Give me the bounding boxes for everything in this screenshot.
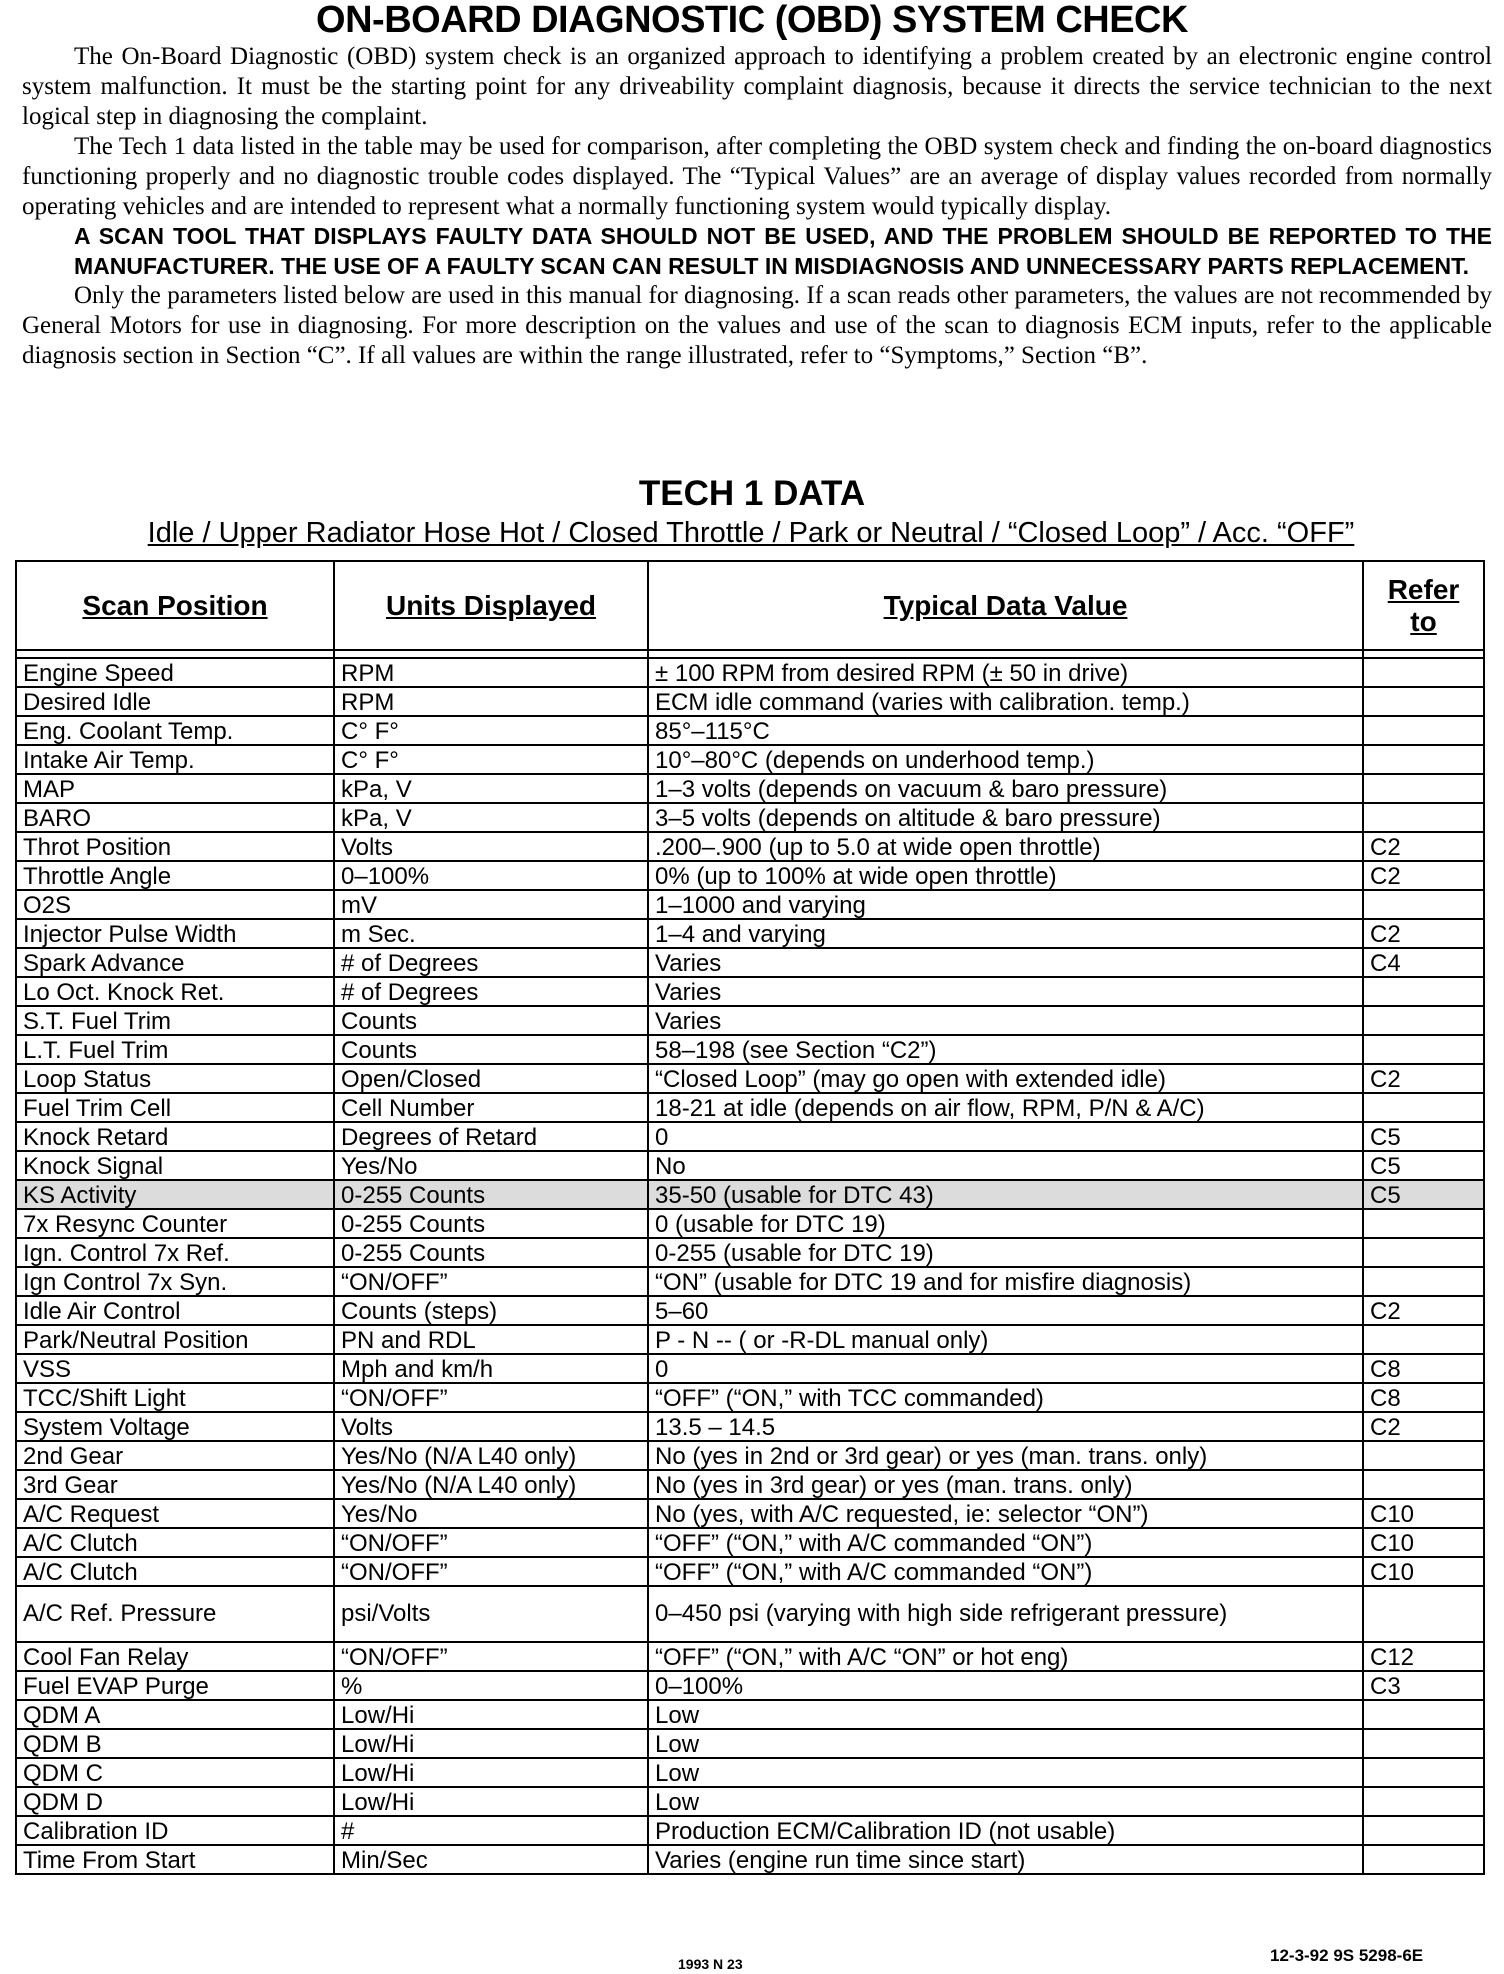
cell-units-displayed: Cell Number <box>334 1093 648 1122</box>
cell-scan-position: QDM B <box>16 1729 334 1758</box>
cell-refer-to: C8 <box>1363 1383 1484 1412</box>
page-title: ON-BOARD DIAGNOSTIC (OBD) SYSTEM CHECK <box>316 0 1188 41</box>
cell-typical-data-value: “OFF” (“ON,” with A/C commanded “ON”) <box>648 1557 1363 1586</box>
cell-units-displayed: kPa, V <box>334 774 648 803</box>
cell-units-displayed: C° F° <box>334 745 648 774</box>
table-row <box>16 890 1484 919</box>
cell-refer-to: C3 <box>1363 1671 1484 1700</box>
cell-scan-position: A/C Request <box>16 1499 334 1528</box>
table-body <box>16 650 1484 1874</box>
table-row <box>16 1528 1484 1557</box>
header-refer-to: Refer to <box>1363 561 1484 650</box>
cell-units-displayed: PN and RDL <box>334 1325 648 1354</box>
cell-units-displayed: Volts <box>334 1412 648 1441</box>
table-row <box>16 1325 1484 1354</box>
cell-typical-data-value: ± 100 RPM from desired RPM (± 50 in drive) <box>648 658 1363 687</box>
header-scan-position: Scan Position <box>16 561 334 650</box>
cell-units-displayed: kPa, V <box>334 803 648 832</box>
cell-units-displayed: RPM <box>334 687 648 716</box>
cell-units-displayed: Counts <box>334 1006 648 1035</box>
cell-refer-to <box>1363 1758 1484 1787</box>
cell-typical-data-value: .200–.900 (up to 5.0 at wide open throttle) <box>648 832 1363 861</box>
cell-typical-data-value: 0 <box>648 1354 1363 1383</box>
cell-refer-to: C12 <box>1363 1642 1484 1671</box>
cell-units-displayed: C° F° <box>334 716 648 745</box>
cell-units-displayed: “ON/OFF” <box>334 1267 648 1296</box>
cell-scan-position: BARO <box>16 803 334 832</box>
cell-typical-data-value: 5–60 <box>648 1296 1363 1325</box>
cell-typical-data-value: No (yes in 3rd gear) or yes (man. trans. only) <box>648 1470 1363 1499</box>
cell-typical-data-value: 0–450 psi (varying with high side refrigerant pressure) <box>648 1586 1363 1642</box>
intro-paragraph-1: The On-Board Diagnostic (OBD) system check is an organized approach to identifying a problem created by an electronic engine control system malfunction. It must be the starting point for any driveability complaint diagnosis, because it directs the service technician to the next logical step in diagnosing the complaint. <box>22 43 1492 130</box>
table-row <box>16 919 1484 948</box>
cell-scan-position: QDM D <box>16 1787 334 1816</box>
cell-typical-data-value: Varies <box>648 948 1363 977</box>
table-row <box>16 861 1484 890</box>
cell-scan-position: Loop Status <box>16 1064 334 1093</box>
cell-scan-position: TCC/Shift Light <box>16 1383 334 1412</box>
table-row <box>16 1816 1484 1845</box>
cell-refer-to: C5 <box>1363 1180 1484 1209</box>
table-row <box>16 1700 1484 1729</box>
cell-typical-data-value: 35-50 (usable for DTC 43) <box>648 1180 1363 1209</box>
table-row <box>16 1267 1484 1296</box>
cell-typical-data-value: 0-255 (usable for DTC 19) <box>648 1238 1363 1267</box>
cell-scan-position: VSS <box>16 1354 334 1383</box>
tech1-data-table <box>15 560 1485 1875</box>
table-row <box>16 1122 1484 1151</box>
cell-scan-position: Intake Air Temp. <box>16 745 334 774</box>
table-row <box>16 1412 1484 1441</box>
table-row <box>16 774 1484 803</box>
cell-scan-position: Fuel Trim Cell <box>16 1093 334 1122</box>
cell-refer-to: C2 <box>1363 1412 1484 1441</box>
table-row <box>16 1557 1484 1586</box>
table-row <box>16 1758 1484 1787</box>
cell-scan-position: QDM A <box>16 1700 334 1729</box>
cell-scan-position: Calibration ID <box>16 1816 334 1845</box>
cell-units-displayed: Yes/No (N/A L40 only) <box>334 1441 648 1470</box>
cell-scan-position: L.T. Fuel Trim <box>16 1035 334 1064</box>
cell-units-displayed: 0-255 Counts <box>334 1180 648 1209</box>
cell-refer-to <box>1363 745 1484 774</box>
cell-refer-to: C5 <box>1363 1122 1484 1151</box>
table-row <box>16 1209 1484 1238</box>
cell-scan-position: Idle Air Control <box>16 1296 334 1325</box>
cell-scan-position: S.T. Fuel Trim <box>16 1006 334 1035</box>
intro-text <box>22 42 1492 371</box>
cell-scan-position: 7x Resync Counter <box>16 1209 334 1238</box>
cell-units-displayed: “ON/OFF” <box>334 1557 648 1586</box>
cell-scan-position: Lo Oct. Knock Ret. <box>16 977 334 1006</box>
cell-typical-data-value: 1–1000 and varying <box>648 890 1363 919</box>
cell-typical-data-value: 1–3 volts (depends on vacuum & baro pressure) <box>648 774 1363 803</box>
cell-units-displayed: 0-255 Counts <box>334 1209 648 1238</box>
cell-scan-position: Knock Retard <box>16 1122 334 1151</box>
table-row <box>16 1064 1484 1093</box>
cell-refer-to <box>1363 687 1484 716</box>
table-row <box>16 1441 1484 1470</box>
cell-typical-data-value: “OFF” (“ON,” with A/C “ON” or hot eng) <box>648 1642 1363 1671</box>
header-units-displayed: Units Displayed <box>334 561 648 650</box>
cell-units-displayed: Degrees of Retard <box>334 1122 648 1151</box>
cell-units-displayed: “ON/OFF” <box>334 1642 648 1671</box>
cell-scan-position: Fuel EVAP Purge <box>16 1671 334 1700</box>
cell-refer-to <box>1363 1729 1484 1758</box>
cell-units-displayed: Low/Hi <box>334 1787 648 1816</box>
cell-typical-data-value: 0 <box>648 1122 1363 1151</box>
cell-refer-to <box>1363 1006 1484 1035</box>
cell-units-displayed: % <box>334 1671 648 1700</box>
cell-refer-to: C10 <box>1363 1528 1484 1557</box>
cell-refer-to <box>1363 1441 1484 1470</box>
cell-typical-data-value: Varies <box>648 977 1363 1006</box>
table-row <box>16 803 1484 832</box>
cell-typical-data-value: Varies <box>648 1006 1363 1035</box>
table-row <box>16 948 1484 977</box>
table-row <box>16 745 1484 774</box>
cell-refer-to <box>1363 658 1484 687</box>
footer-code: 1993 N 23 <box>678 1956 743 1972</box>
cell-typical-data-value: “Closed Loop” (may go open with extended idle) <box>648 1064 1363 1093</box>
test-conditions: Idle / Upper Radiator Hose Hot / Closed Throttle / Park or Neutral / “Closed Loop” / Acc. “OFF” <box>147 517 1355 549</box>
table-row <box>16 832 1484 861</box>
cell-scan-position: Injector Pulse Width <box>16 919 334 948</box>
table-row <box>16 1729 1484 1758</box>
table-row <box>16 1586 1484 1642</box>
table-row <box>16 1238 1484 1267</box>
cell-units-displayed: Yes/No <box>334 1499 648 1528</box>
cell-typical-data-value: No (yes in 2nd or 3rd gear) or yes (man. trans. only) <box>648 1441 1363 1470</box>
cell-units-displayed: Low/Hi <box>334 1729 648 1758</box>
table-spacer-row <box>16 650 1484 658</box>
table-row <box>16 1151 1484 1180</box>
table-row <box>16 1093 1484 1122</box>
cell-refer-to <box>1363 1325 1484 1354</box>
cell-scan-position: Desired Idle <box>16 687 334 716</box>
cell-refer-to <box>1363 1035 1484 1064</box>
cell-scan-position: Throt Position <box>16 832 334 861</box>
table-row <box>16 687 1484 716</box>
table-row <box>16 1642 1484 1671</box>
cell-refer-to <box>1363 1209 1484 1238</box>
cell-scan-position: 2nd Gear <box>16 1441 334 1470</box>
header-typical-data-value: Typical Data Value <box>648 561 1363 650</box>
cell-units-displayed: Low/Hi <box>334 1758 648 1787</box>
cell-refer-to <box>1363 716 1484 745</box>
table-row <box>16 1671 1484 1700</box>
cell-scan-position: Knock Signal <box>16 1151 334 1180</box>
cell-refer-to: C5 <box>1363 1151 1484 1180</box>
footer-document-id: 12-3-92 9S 5298-6E <box>1270 1946 1424 1965</box>
cell-refer-to <box>1363 1816 1484 1845</box>
intro-paragraph-2: The Tech 1 data listed in the table may be used for comparison, after completing the OBD system check and finding the on-board diagnostics functioning properly and no diagnostic trouble codes displayed. The “Typical Values” are an average of display values recorded from normally operating vehicles and are intended to represent what a normally functioning system would typically display. <box>22 133 1492 220</box>
cell-scan-position: O2S <box>16 890 334 919</box>
cell-refer-to <box>1363 803 1484 832</box>
table-row <box>16 1383 1484 1412</box>
table-row <box>16 1006 1484 1035</box>
table-row <box>16 658 1484 687</box>
cell-scan-position: A/C Clutch <box>16 1557 334 1586</box>
table-row <box>16 1296 1484 1325</box>
cell-units-displayed: m Sec. <box>334 919 648 948</box>
cell-typical-data-value: Low <box>648 1700 1363 1729</box>
cell-units-displayed: “ON/OFF” <box>334 1528 648 1557</box>
table-row <box>16 977 1484 1006</box>
cell-scan-position: A/C Clutch <box>16 1528 334 1557</box>
cell-units-displayed: Yes/No <box>334 1151 648 1180</box>
table-row <box>16 1035 1484 1064</box>
cell-typical-data-value: Low <box>648 1758 1363 1787</box>
cell-scan-position: 3rd Gear <box>16 1470 334 1499</box>
table-row <box>16 1845 1484 1874</box>
cell-units-displayed: # of Degrees <box>334 977 648 1006</box>
cell-typical-data-value: 10°–80°C (depends on underhood temp.) <box>648 745 1363 774</box>
cell-typical-data-value: 0% (up to 100% at wide open throttle) <box>648 861 1363 890</box>
cell-refer-to: C2 <box>1363 1064 1484 1093</box>
cell-typical-data-value: 0 (usable for DTC 19) <box>648 1209 1363 1238</box>
cell-typical-data-value: ECM idle command (varies with calibration. temp.) <box>648 687 1363 716</box>
cell-units-displayed: Volts <box>334 832 648 861</box>
cell-refer-to <box>1363 1267 1484 1296</box>
cell-refer-to <box>1363 1845 1484 1874</box>
cell-refer-to: C8 <box>1363 1354 1484 1383</box>
cell-typical-data-value: Varies (engine run time since start) <box>648 1845 1363 1874</box>
table-row <box>16 1499 1484 1528</box>
cell-units-displayed: Open/Closed <box>334 1064 648 1093</box>
table-row <box>16 1180 1484 1209</box>
cell-scan-position: Time From Start <box>16 1845 334 1874</box>
cell-scan-position: KS Activity <box>16 1180 334 1209</box>
cell-typical-data-value: “ON” (usable for DTC 19 and for misfire diagnosis) <box>648 1267 1363 1296</box>
cell-typical-data-value: 85°–115°C <box>648 716 1363 745</box>
cell-scan-position: Ign Control 7x Syn. <box>16 1267 334 1296</box>
cell-units-displayed: # of Degrees <box>334 948 648 977</box>
table-row <box>16 1470 1484 1499</box>
cell-units-displayed: Mph and km/h <box>334 1354 648 1383</box>
cell-units-displayed: “ON/OFF” <box>334 1383 648 1412</box>
cell-scan-position: Eng. Coolant Temp. <box>16 716 334 745</box>
table-header-row <box>16 561 1484 650</box>
cell-refer-to: C4 <box>1363 948 1484 977</box>
cell-scan-position: System Voltage <box>16 1412 334 1441</box>
table-row <box>16 1787 1484 1816</box>
cell-units-displayed: # <box>334 1816 648 1845</box>
cell-typical-data-value: 0–100% <box>648 1671 1363 1700</box>
cell-scan-position: Cool Fan Relay <box>16 1642 334 1671</box>
cell-refer-to: C2 <box>1363 861 1484 890</box>
cell-refer-to: C2 <box>1363 919 1484 948</box>
cell-refer-to <box>1363 1700 1484 1729</box>
table-row <box>16 716 1484 745</box>
cell-scan-position: A/C Ref. Pressure <box>16 1586 334 1642</box>
cell-units-displayed: 0-255 Counts <box>334 1238 648 1267</box>
cell-refer-to <box>1363 890 1484 919</box>
cell-scan-position: Engine Speed <box>16 658 334 687</box>
cell-refer-to: C10 <box>1363 1557 1484 1586</box>
cell-refer-to: C2 <box>1363 1296 1484 1325</box>
cell-refer-to: C10 <box>1363 1499 1484 1528</box>
cell-scan-position: QDM C <box>16 1758 334 1787</box>
warning-paragraph: A SCAN TOOL THAT DISPLAYS FAULTY DATA SHOULD NOT BE USED, AND THE PROBLEM SHOULD BE REPORTED TO THE MANUFACTURER. THE USE OF A FAULTY SCAN CAN RESULT IN MISDIAGNOSIS AND UNNECESSARY PARTS REPLACEMENT. <box>74 223 1492 279</box>
cell-refer-to <box>1363 1238 1484 1267</box>
cell-refer-to <box>1363 774 1484 803</box>
cell-scan-position: MAP <box>16 774 334 803</box>
cell-typical-data-value: Production ECM/Calibration ID (not usable) <box>648 1816 1363 1845</box>
cell-units-displayed: psi/Volts <box>334 1586 648 1642</box>
cell-units-displayed: Min/Sec <box>334 1845 648 1874</box>
cell-typical-data-value: “OFF” (“ON,” with A/C commanded “ON”) <box>648 1528 1363 1557</box>
section-title: TECH 1 DATA <box>638 474 866 513</box>
cell-refer-to <box>1363 977 1484 1006</box>
cell-scan-position: Park/Neutral Position <box>16 1325 334 1354</box>
cell-units-displayed: 0–100% <box>334 861 648 890</box>
cell-units-displayed: Counts (steps) <box>334 1296 648 1325</box>
cell-scan-position: Ign. Control 7x Ref. <box>16 1238 334 1267</box>
cell-typical-data-value: No <box>648 1151 1363 1180</box>
cell-units-displayed: RPM <box>334 658 648 687</box>
cell-typical-data-value: 3–5 volts (depends on altitude & baro pressure) <box>648 803 1363 832</box>
cell-typical-data-value: Low <box>648 1787 1363 1816</box>
intro-paragraph-3: Only the parameters listed below are used in this manual for diagnosing. If a scan reads other parameters, the values are not recommended by General Motors for use in diagnosing. For more description on the values and use of the scan to diagnosis ECM inputs, refer to the applicable diagnosis section in Section “C”. If all values are within the range illustrated, refer to “Symptoms,” Section “B”. <box>22 282 1492 369</box>
cell-scan-position: Throttle Angle <box>16 861 334 890</box>
cell-typical-data-value: 1–4 and varying <box>648 919 1363 948</box>
cell-refer-to <box>1363 1586 1484 1642</box>
table-row <box>16 1354 1484 1383</box>
cell-refer-to <box>1363 1470 1484 1499</box>
cell-refer-to <box>1363 1787 1484 1816</box>
cell-typical-data-value: Low <box>648 1729 1363 1758</box>
cell-refer-to <box>1363 1093 1484 1122</box>
cell-typical-data-value: No (yes, with A/C requested, ie: selector “ON”) <box>648 1499 1363 1528</box>
cell-scan-position: Spark Advance <box>16 948 334 977</box>
cell-typical-data-value: P - N -- ( or -R-DL manual only) <box>648 1325 1363 1354</box>
cell-units-displayed: Yes/No (N/A L40 only) <box>334 1470 648 1499</box>
cell-refer-to: C2 <box>1363 832 1484 861</box>
cell-units-displayed: mV <box>334 890 648 919</box>
cell-typical-data-value: 13.5 – 14.5 <box>648 1412 1363 1441</box>
cell-units-displayed: Low/Hi <box>334 1700 648 1729</box>
cell-typical-data-value: 18-21 at idle (depends on air flow, RPM, P/N & A/C) <box>648 1093 1363 1122</box>
cell-typical-data-value: 58–198 (see Section “C2”) <box>648 1035 1363 1064</box>
cell-typical-data-value: “OFF” (“ON,” with TCC commanded) <box>648 1383 1363 1412</box>
cell-units-displayed: Counts <box>334 1035 648 1064</box>
